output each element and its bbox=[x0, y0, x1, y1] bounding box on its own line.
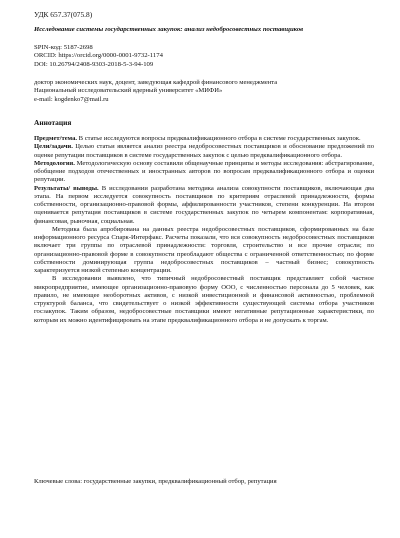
abstract-paragraph-approbation: Методика была апробирована на данных реестра недобросовестных поставщиков, сформированных на базе информационного ресурса Спарк-Интерфакс. Расчеты показали, что вся совокупность недобросовестных поставщиков включает три группы по отраслевой принадлежности: торговля, строительство и все прочие отрасли; по организационно-правовой форме в совокупности преобладают общества с ограниченной ответственностью; по форме собственности доминирующая группа недобросовестных поставщиков – частный бизнес; совокупность характеризуется низкой степенью концентрации. bbox=[34, 225, 374, 275]
abstract-methodology bbox=[34, 160, 374, 185]
author-email: e-mail: kogdenko7@mail.ru bbox=[34, 95, 109, 103]
keywords: Ключевые слова: государственные закупки, предквалификационный отбор, репутация bbox=[34, 478, 277, 485]
abstract-goals bbox=[34, 143, 374, 160]
methodology-text: Методологическую основу составили общенаучные принципы и методы исследования: абстрагирование, обобщение подходов отечественных и иностранных авторов по вопросам предквалификационного отбора и оценки репутации. bbox=[34, 159, 374, 184]
subject-label: Предмет/тема. bbox=[34, 135, 78, 143]
spin-code: SPIN-код: 5187-2698 bbox=[34, 43, 93, 51]
author-affiliation: Национальный исследовательский ядерный университет «МИФИ» bbox=[34, 87, 223, 95]
abstract-results bbox=[34, 185, 374, 226]
abstract-heading: Аннотация bbox=[34, 118, 72, 128]
orcid-id: ORCID: https://orcid.org/0000-0001-9732-1174 bbox=[34, 52, 163, 60]
goals-text: Целью статьи является анализ реестра недобросовестных поставщиков и обоснование предложений по оценке репутации поставщиков в системе государственных закупок с целью предквалификационного отбора. bbox=[34, 143, 374, 159]
goals-label: Цели/задачи. bbox=[34, 143, 73, 151]
subject-text: В статье исследуются вопросы предквалификационного отбора в системе государственных закупок. bbox=[77, 135, 361, 143]
abstract-subject bbox=[34, 135, 374, 143]
doi: DOI: 10.26794/2408-9303-2018-5-3-94-109 bbox=[34, 61, 154, 69]
identifiers-block bbox=[34, 44, 374, 70]
abstract-body bbox=[34, 135, 374, 325]
results-label: Результаты/ выводы. bbox=[34, 184, 99, 192]
author-position: доктор экономических наук, доцент, заведующая кафедрой финансового менеджмента bbox=[34, 78, 278, 86]
article-title: Исследование системы государственных закупок: анализ недобросовестных поставщиков bbox=[34, 26, 304, 33]
abstract-paragraph-findings: В исследовании выявлено, что типичный недобросовестный поставщик представляет собой частное микропредприятие, имеющее организационно-правовую форму ООО, с численностью персонала до 5 человек, как правило, не имеющее необоротных активов, с низкой инвестиционной и финансовой активностью, проблемной структурой баланса, что свидетельствует о низкой эффективности существующей системы отбора участников госзакупок. Таким образом, недобросовестные поставщики имеют негативные репутационные характеристики, по которым их можно идентифицировать на этапе предквалификационного отбора и не допускать к торгам. bbox=[34, 275, 374, 324]
results-text: В исследовании разработана методика анализа совокупности поставщиков, включающая два этапа. На первом исследуется совокупность поставщиков по критериям отраслевой принадлежности, формы собственности, организационно-правовой формы, аффилированности участников, степени конкуренции. На втором оценивается репутация поставщиков в системе государственных закупок по четырем компонентам: корпоративная, финансовая, рыночная, социальная. bbox=[34, 184, 374, 225]
methodology-label: Методология. bbox=[34, 159, 75, 167]
author-block bbox=[34, 79, 374, 104]
udk-code: УДК 657.37(075.8) bbox=[34, 10, 93, 19]
